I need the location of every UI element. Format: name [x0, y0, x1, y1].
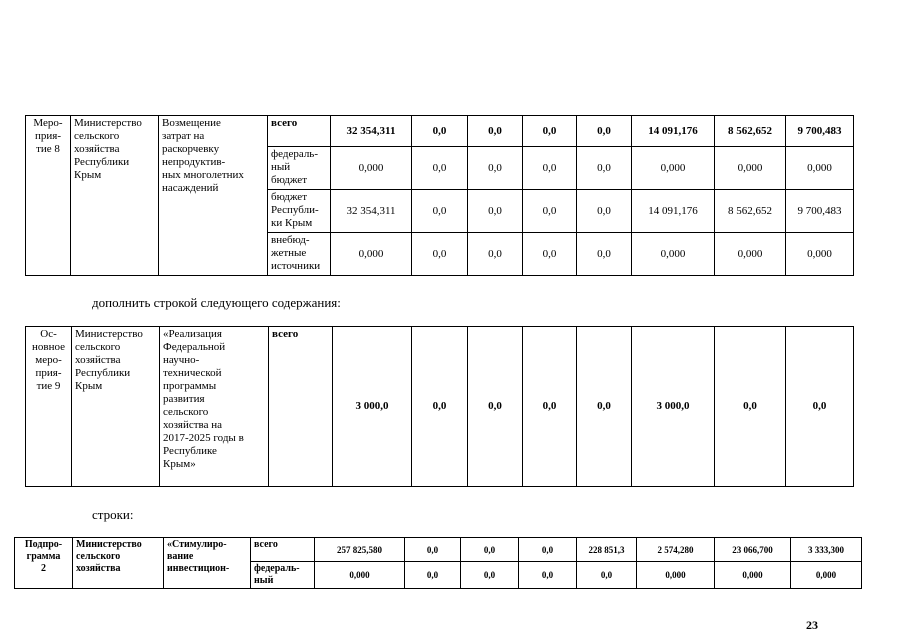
value-cell: 0,000 — [632, 233, 715, 276]
table-row — [26, 327, 854, 487]
value-cell: 0,0 — [523, 327, 577, 487]
measure-name: «Реализация Федеральной научно- технической программы развития сельского хозяйства на 2017-2025 годы в Республике Крым» — [160, 327, 269, 487]
value-cell: 23 066,700 — [715, 538, 791, 562]
value-cell: 0,0 — [412, 147, 468, 190]
value-cell: 0,0 — [461, 538, 519, 562]
value-cell: 32 354,311 — [331, 190, 412, 233]
table-measure-8 — [25, 115, 854, 276]
table-row — [26, 116, 854, 147]
value-cell: 0,0 — [519, 538, 577, 562]
value-cell: 2 574,280 — [637, 538, 715, 562]
value-cell: 32 354,311 — [331, 116, 412, 147]
value-cell: 0,0 — [412, 327, 468, 487]
measure-code: Меро- прия- тие 8 — [26, 116, 71, 276]
value-cell: 0,0 — [577, 233, 632, 276]
funding-source-label: федераль- ный — [251, 562, 315, 589]
subprogram-code: Подпро- грамма 2 — [15, 538, 73, 589]
value-cell: 0,0 — [468, 233, 523, 276]
value-cell: 3 000,0 — [632, 327, 715, 487]
value-cell: 0,0 — [412, 116, 468, 147]
table-measure-9 — [25, 326, 854, 487]
value-cell: 0,0 — [468, 116, 523, 147]
value-cell: 0,000 — [715, 147, 786, 190]
value-cell: 0,0 — [577, 116, 632, 147]
table-row — [15, 538, 862, 562]
value-cell: 0,000 — [637, 562, 715, 589]
value-cell: 8 562,652 — [715, 190, 786, 233]
value-cell: 0,0 — [577, 147, 632, 190]
value-cell: 0,000 — [786, 233, 854, 276]
value-cell: 0,0 — [461, 562, 519, 589]
value-cell: 0,0 — [468, 190, 523, 233]
table-subprogram-2 — [14, 537, 862, 589]
value-cell: 0,000 — [791, 562, 862, 589]
value-cell: 14 091,176 — [632, 190, 715, 233]
subprogram-name: «Стимулиро- вание инвестицион- — [164, 538, 251, 589]
value-cell: 0,0 — [786, 327, 854, 487]
value-cell: 0,0 — [405, 538, 461, 562]
value-cell: 9 700,483 — [786, 116, 854, 147]
funding-source-label: внебюд- жетные источники — [268, 233, 331, 276]
value-cell: 0,0 — [519, 562, 577, 589]
value-cell: 228 851,3 — [577, 538, 637, 562]
value-cell: 0,000 — [715, 233, 786, 276]
value-cell: 0,0 — [577, 562, 637, 589]
funding-source-label: всего — [269, 327, 333, 487]
value-cell: 14 091,176 — [632, 116, 715, 147]
funding-source-label: федераль- ный бюджет — [268, 147, 331, 190]
value-cell: 0,000 — [715, 562, 791, 589]
value-cell: 0,0 — [715, 327, 786, 487]
value-cell: 0,0 — [523, 147, 577, 190]
value-cell: 3 333,300 — [791, 538, 862, 562]
value-cell: 8 562,652 — [715, 116, 786, 147]
measure-code: Ос- новное меро- прия- тие 9 — [26, 327, 72, 487]
instruction-text-rows: строки: — [92, 507, 134, 522]
instruction-text-add-row: дополнить строкой следующего содержания: — [92, 295, 341, 310]
funding-source-label: всего — [268, 116, 331, 147]
executor: Министерство сельского хозяйства — [73, 538, 164, 589]
value-cell: 0,0 — [523, 233, 577, 276]
value-cell: 0,0 — [412, 233, 468, 276]
value-cell: 9 700,483 — [786, 190, 854, 233]
executor: Министерство сельского хозяйства Республики Крым — [71, 116, 159, 276]
executor: Министерство сельского хозяйства Республики Крым — [72, 327, 160, 487]
measure-name: Возмещение затрат на раскорчевку непродуктив- ных многолетних насаждений — [159, 116, 268, 276]
value-cell: 0,000 — [331, 233, 412, 276]
funding-source-label: всего — [251, 538, 315, 562]
value-cell: 0,000 — [331, 147, 412, 190]
value-cell: 0,0 — [468, 327, 523, 487]
value-cell: 0,0 — [523, 190, 577, 233]
value-cell: 3 000,0 — [333, 327, 412, 487]
value-cell: 0,000 — [786, 147, 854, 190]
value-cell: 0,0 — [577, 190, 632, 233]
value-cell: 0,000 — [315, 562, 405, 589]
value-cell: 0,0 — [468, 147, 523, 190]
value-cell: 257 825,580 — [315, 538, 405, 562]
value-cell: 0,0 — [577, 327, 632, 487]
value-cell: 0,000 — [632, 147, 715, 190]
funding-source-label: бюджет Республи- ки Крым — [268, 190, 331, 233]
value-cell: 0,0 — [412, 190, 468, 233]
page-number: 23 — [806, 618, 818, 632]
value-cell: 0,0 — [405, 562, 461, 589]
value-cell: 0,0 — [523, 116, 577, 147]
